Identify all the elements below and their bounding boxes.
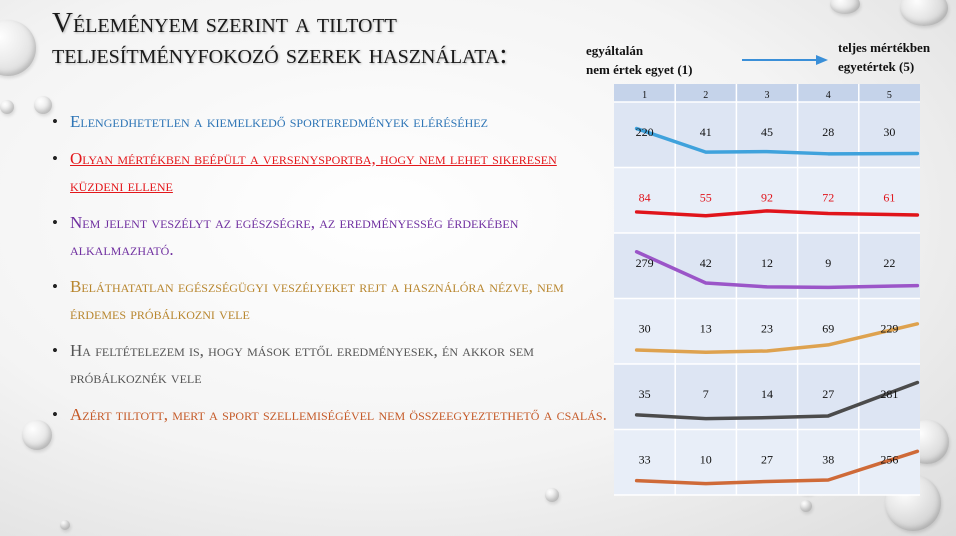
column-header: 2 <box>703 90 709 101</box>
data-label: 229 <box>880 321 899 336</box>
data-label: 30 <box>883 125 896 139</box>
data-label: 38 <box>822 452 835 467</box>
bullet-icon: • <box>52 341 58 360</box>
statement-text: Azért tiltott, mert a sport szellemiségével nem összeegyeztethető a csalás. <box>70 405 607 424</box>
column-header: 5 <box>886 90 892 101</box>
statement-item <box>52 145 612 199</box>
water-droplet <box>800 500 812 512</box>
data-label: 22 <box>883 256 896 270</box>
data-label: 12 <box>761 256 773 270</box>
data-label: 41 <box>699 125 712 139</box>
data-label: 69 <box>822 321 835 336</box>
data-label: 13 <box>699 321 712 336</box>
statement-item <box>52 337 612 391</box>
water-droplet <box>60 520 70 530</box>
data-label: 35 <box>638 387 651 401</box>
data-label: 55 <box>699 190 712 205</box>
statement-text: Elengedhetetlen a kiemelkedő sporteredmények eléréséhez <box>70 112 488 131</box>
legend-disagree-line2: nem értek egyet (1) <box>586 62 693 77</box>
legend-agree-line2: egyetértek (5) <box>838 59 915 74</box>
legend-agree <box>838 38 930 76</box>
column-header: 4 <box>825 90 831 101</box>
slide-title: Véleményem szerint a tiltott teljesítményfokozó szerek használata: <box>52 7 508 70</box>
statement-list <box>52 108 612 438</box>
data-label: 92 <box>761 190 773 205</box>
water-droplet <box>545 488 559 502</box>
statement-item <box>52 273 612 327</box>
statement-item <box>52 401 612 428</box>
data-label: 27 <box>822 387 835 401</box>
legend-disagree <box>586 41 692 79</box>
statement-item <box>52 108 612 135</box>
data-label: 281 <box>880 387 899 401</box>
column-header: 1 <box>642 90 648 101</box>
legend-disagree-line1: egyáltalán <box>586 43 644 58</box>
data-label: 72 <box>822 190 835 205</box>
data-label: 7 <box>702 387 709 401</box>
water-droplet <box>0 20 36 76</box>
water-droplet <box>22 420 52 450</box>
column-header: 3 <box>764 90 770 101</box>
statement-text: Beláthatatlan egészségügyi veszélyeket rejt a használóra nézve, nem érdemes próbálkozni vele <box>70 277 564 323</box>
data-label: 23 <box>761 321 773 336</box>
bullet-icon: • <box>52 213 58 232</box>
data-label: 10 <box>699 452 712 467</box>
data-label: 220 <box>635 125 654 139</box>
data-label: 84 <box>638 190 651 205</box>
data-label: 30 <box>638 321 651 336</box>
data-label: 9 <box>825 256 832 270</box>
scale-arrow-icon <box>740 52 830 68</box>
response-chart <box>614 84 920 496</box>
water-droplet <box>900 0 948 26</box>
statement-text: Olyan mértékben beépült a versenysportba, hogy nem lehet sikeresen küzdeni ellene <box>70 149 557 195</box>
water-droplet <box>830 0 860 14</box>
data-label: 27 <box>761 452 773 467</box>
statement-text: Nem jelent veszélyt az egészségre, az eredményesség érdekében alkalmazható. <box>70 213 519 259</box>
bullet-icon: • <box>52 277 58 296</box>
statement-item <box>52 209 612 263</box>
bullet-icon: • <box>52 149 58 168</box>
data-label: 61 <box>883 190 896 205</box>
data-label: 45 <box>761 125 773 139</box>
data-label: 33 <box>638 452 651 467</box>
water-droplet <box>0 100 14 114</box>
bullet-icon: • <box>52 405 58 424</box>
bullet-icon: • <box>52 112 58 131</box>
water-droplet <box>34 96 52 114</box>
statement-text: Ha feltételezem is, hogy mások ettől eredményesek, én akkor sem próbálkoznék vele <box>70 341 534 387</box>
data-label: 256 <box>880 452 899 467</box>
data-label: 28 <box>822 125 835 139</box>
data-label: 14 <box>761 387 773 401</box>
data-label: 42 <box>699 256 712 270</box>
legend-agree-line1: teljes mértékben <box>838 40 931 55</box>
data-label: 279 <box>635 256 654 270</box>
